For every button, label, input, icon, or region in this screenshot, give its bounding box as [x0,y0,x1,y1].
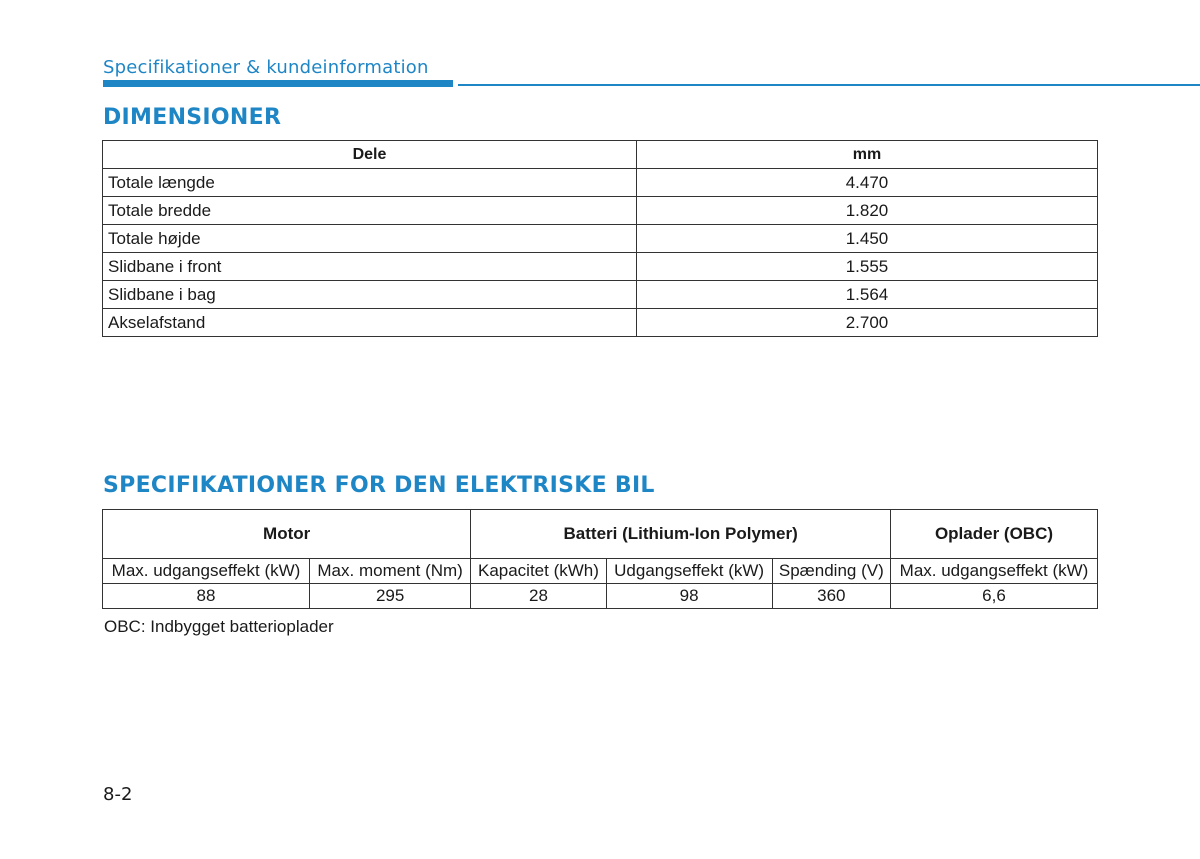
column-header: Udgangseffekt (kW) [606,559,772,584]
table-row [103,309,1098,337]
dimensions-table [102,140,1098,337]
table-subheader-row [103,559,1098,584]
column-header: Kapacitet (kWh) [471,559,606,584]
table-row [103,197,1098,225]
header-rule-thick [103,80,453,87]
column-header: Max. moment (Nm) [309,559,470,584]
part-value: 1.450 [637,225,1098,253]
column-header: Spænding (V) [772,559,890,584]
part-value: 1.820 [637,197,1098,225]
page-number: 8-2 [103,784,133,805]
group-header-motor: Motor [103,510,471,559]
section-header: Specifikationer & kundeinformation [103,57,429,78]
part-value: 4.470 [637,169,1098,197]
table-row [103,281,1098,309]
part-name: Akselafstand [103,309,637,337]
group-header-battery: Batteri (Lithium-Ion Polymer) [471,510,891,559]
ev-specs-table [102,509,1098,609]
group-header-charger: Oplader (OBC) [890,510,1097,559]
spec-value: 295 [309,584,470,609]
spec-value: 98 [606,584,772,609]
table-row [103,169,1098,197]
spec-value: 88 [103,584,310,609]
table-row [103,584,1098,609]
header-rule-thin [458,84,1200,86]
spec-value: 360 [772,584,890,609]
table-header-row [103,141,1098,169]
dimensions-title: DIMENSIONER [103,105,282,130]
spec-value: 28 [471,584,606,609]
part-value: 1.555 [637,253,1098,281]
column-header: Dele [103,141,637,169]
table-group-row [103,510,1098,559]
part-name: Totale bredde [103,197,637,225]
spec-value: 6,6 [890,584,1097,609]
column-header: Max. udgangseffekt (kW) [890,559,1097,584]
footnote: OBC: Indbygget batterioplader [104,617,334,636]
ev-specs-title: SPECIFIKATIONER FOR DEN ELEKTRISKE BIL [103,473,655,498]
part-name: Slidbane i front [103,253,637,281]
table-row [103,253,1098,281]
part-name: Totale højde [103,225,637,253]
part-value: 1.564 [637,281,1098,309]
part-name: Totale længde [103,169,637,197]
part-name: Slidbane i bag [103,281,637,309]
column-header: mm [637,141,1098,169]
column-header: Max. udgangseffekt (kW) [103,559,310,584]
table-row [103,225,1098,253]
part-value: 2.700 [637,309,1098,337]
